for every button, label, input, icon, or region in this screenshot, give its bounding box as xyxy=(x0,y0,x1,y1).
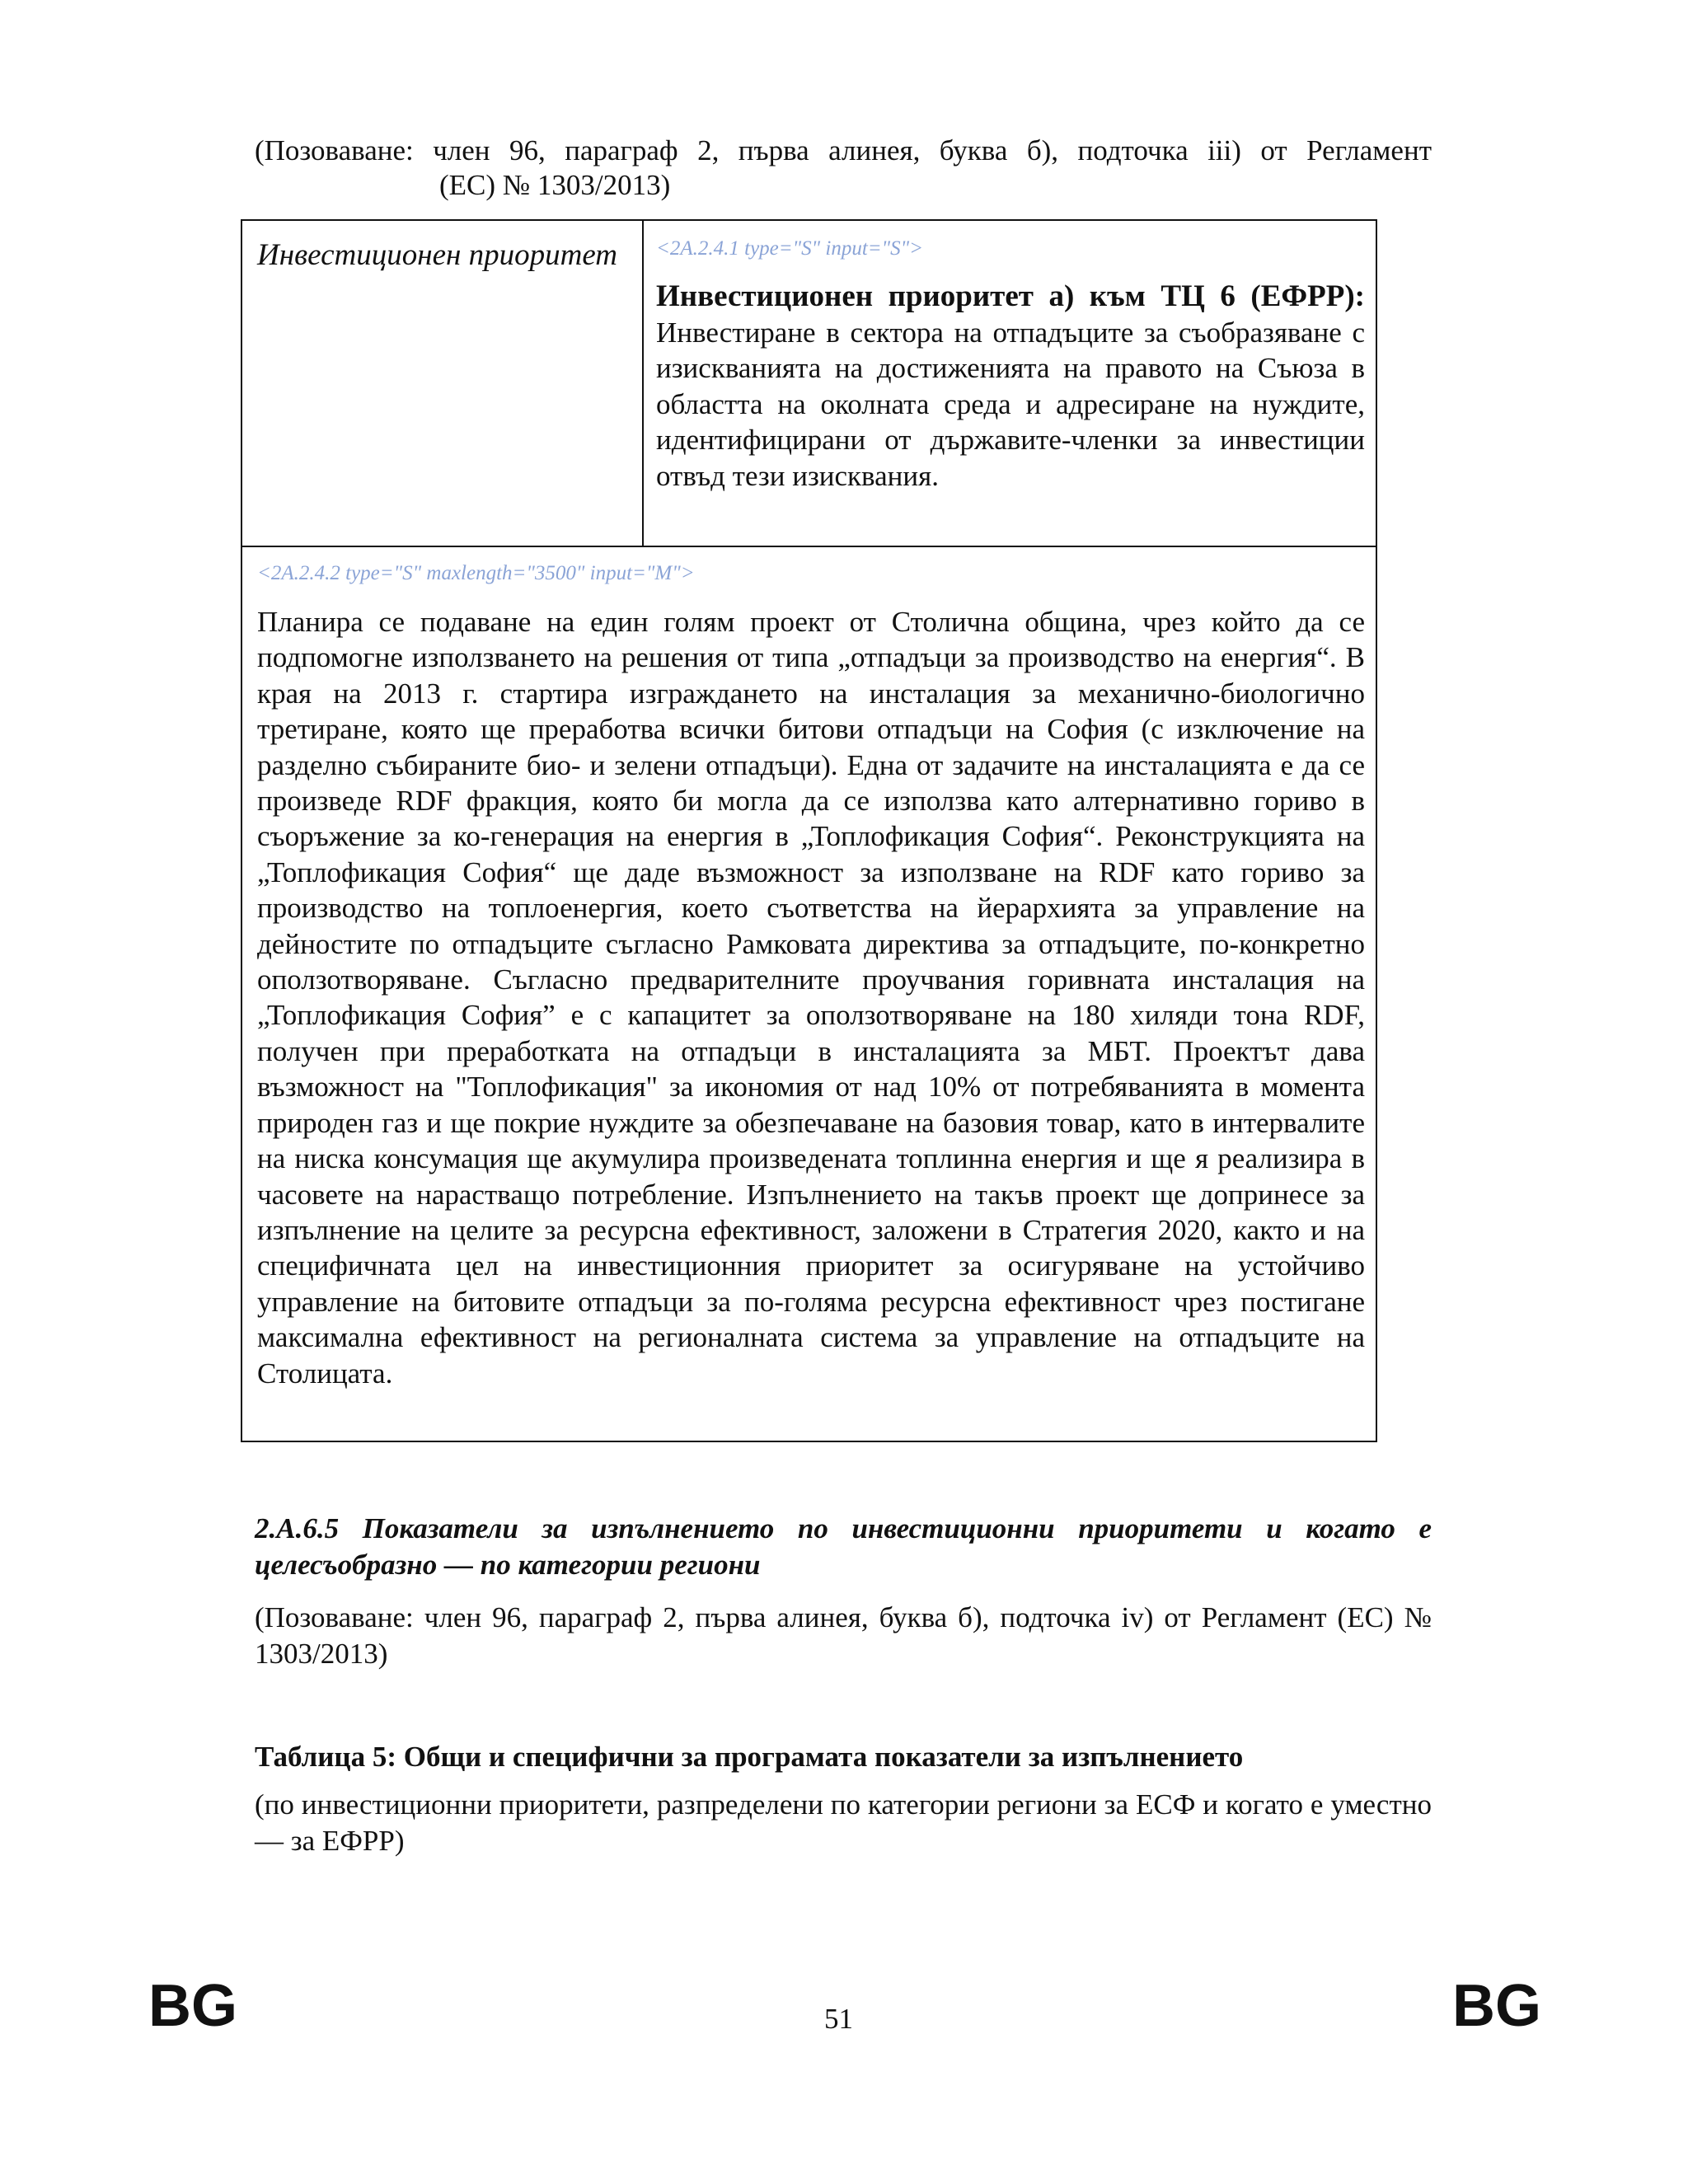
priority-description: Планира се подаване на един голям проект от Столична община, чрез който да се подпомогне използването на решения от типа „отпадъци за производство на енергия“. В края на 2013 г. стартира изграждането на инсталация за механично-биологично третиране, която ще преработва всички битови отпадъци на София (с изключение на разделно събираните био- и зелени отпадъци). Една от задачите на инсталацията е да се произведе RDF фракция, която би могла да се използва като алтернативно гориво в съоръжение за ко-генерация на енергия в „Топлофикация София“. Реконструкцията на „Топлофикация София“ ще даде възможност за използване на RDF като гориво за производство на топлоенергия, което съответства на йерархията за управление на дейностите по отпадъците съгласно Рамковата директива за отпадъците, по-конкретно оползотворяване. Съгласно предварителните проучвания горивната инсталация на „Топлофикация София” е с капацитет за оползотворяване на 180 хиляди тона RDF, получен при преработката на отпадъци в инсталацията за МБТ. Проектът дава възможност на "Топлофикация" за икономия от над 10% от потребяванията в момента природен газ и ще покрие нуждите за обезпечаване на базовия товар, като в интервалите на ниска консумация ще акумулира произведената топлинна енергия и ще я реализира в часовете на нарастващо потребление. Изпълнението на такъв проект ще допринесе за изпълнение на целите за ресурсна ефективност, заложени в Стратегия 2020, както и на специфичната цел на инвестиционния приоритет за осигуряване на устойчиво управление на битовите отпадъци за по-голяма ресурсна ефективност чрез постигане максимална ефективност на регионалната система за управление на отпадъците на Столицата. xyxy=(257,606,1365,1390)
table-column-divider xyxy=(642,221,644,546)
reference-top-line1: (Позоваване: член 96, параграф 2, първа алинея, буква б), подточка iii) от Регламент xyxy=(255,134,1432,166)
table5-note: (по инвестиционни приоритети, разпределени по категории региони за ЕСФ и когато е уместно — за ЕФРР) xyxy=(255,1788,1432,1857)
page-number: 51 xyxy=(824,2003,853,2035)
priority-text: Инвестиране в сектора на отпадъците за съобразяване с изискванията на достиженията на правото на Съюза в областта на околната среда и адресиране на нуждите, идентифицирани от държавите-членки за инвестиции отвъд тези изисквания. xyxy=(656,316,1365,492)
reference-top-line2: (ЕС) № 1303/2013) xyxy=(439,169,671,201)
language-label-left: BG xyxy=(148,1973,237,2039)
priority-cell xyxy=(656,279,1365,494)
section-reference: (Позоваване: член 96, параграф 2, първа алинея, буква б), подточка iv) от Регламент (ЕС) № 1303/2013) xyxy=(255,1601,1432,1670)
field-tag-2: <2A.2.4.2 type="S" maxlength="3500" input="M"> xyxy=(257,562,695,584)
table5-title: Таблица 5: Общи и специфични за програмата показатели за изпълнението xyxy=(255,1741,1244,1773)
language-label-right: BG xyxy=(1452,1973,1541,2039)
table-row-divider xyxy=(242,546,1376,547)
priority-title: Инвестиционен приоритет а) към ТЦ 6 (ЕФРР): xyxy=(656,279,1365,313)
priority-label: Инвестиционен приоритет xyxy=(257,238,617,272)
section-heading: 2.A.6.5 Показатели за изпълнението по инвестиционни приоритети и когато е целесъобразно — по категории региони xyxy=(255,1512,1432,1581)
field-tag-1: <2A.2.4.1 type="S" input="S"> xyxy=(656,237,924,260)
investment-priority-table xyxy=(241,219,1377,1442)
reference-top xyxy=(255,134,1432,203)
